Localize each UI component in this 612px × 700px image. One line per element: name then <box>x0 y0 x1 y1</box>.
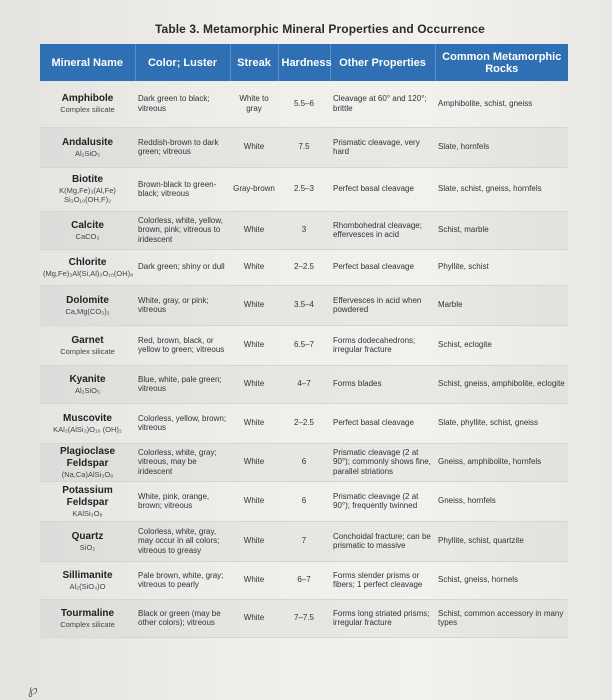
cell-streak: White <box>230 403 278 443</box>
table-row <box>40 403 568 443</box>
cell-streak: White <box>230 561 278 599</box>
mineral-formula: CaCO₃ <box>75 231 100 241</box>
cell-other-properties: Prismatic cleavage, very hard <box>330 127 435 167</box>
cell-mineral <box>40 167 135 211</box>
cell-other-properties: Forms long striated prisms; irregular fracture <box>330 599 435 637</box>
cell-mineral <box>40 325 135 365</box>
cell-common-rocks: Phyllite, schist <box>435 249 568 285</box>
cell-color-luster: White, pink, orange, brown; vitreous <box>135 481 230 521</box>
mineral-name: Amphibole <box>61 93 114 105</box>
cell-hardness: 6 <box>278 481 330 521</box>
header-hardness: Hardness <box>278 44 330 81</box>
cell-hardness: 2–2.5 <box>278 249 330 285</box>
cell-common-rocks: Schist, gneiss, amphibolite, eclogite <box>435 365 568 403</box>
cell-hardness: 6 <box>278 443 330 481</box>
cell-color-luster: Black or green (may be other colors); vitreous <box>135 599 230 637</box>
cell-color-luster: Colorless, white, yellow, brown, pink; vitreous to iridescent <box>135 211 230 249</box>
table-row <box>40 561 568 599</box>
mineral-name: Garnet <box>71 334 104 346</box>
cell-streak: White <box>230 365 278 403</box>
cell-color-luster: Red, brown, black, or yellow to green; vitreous <box>135 325 230 365</box>
cell-hardness: 6.5–7 <box>278 325 330 365</box>
cell-color-luster: Brown-black to green-black; vitreous <box>135 167 230 211</box>
table-row <box>40 443 568 481</box>
cell-color-luster: Dark green to black; vitreous <box>135 81 230 127</box>
table-row <box>40 211 568 249</box>
mineral-name: Sillimanite <box>62 569 113 581</box>
mineral-name: Tourmaline <box>60 607 115 619</box>
cell-streak: White <box>230 127 278 167</box>
cell-hardness: 3.5–4 <box>278 285 330 325</box>
mineral-name: Kyanite <box>69 373 106 385</box>
cell-hardness: 7–7.5 <box>278 599 330 637</box>
mineral-formula: Al₂(SiO₄)O <box>69 581 106 591</box>
cell-mineral <box>40 365 135 403</box>
cell-color-luster: Colorless, white, gray; vitreous, may be iridescent <box>135 443 230 481</box>
cell-streak: White to gray <box>230 81 278 127</box>
cell-other-properties: Effervesces in acid when powdered <box>330 285 435 325</box>
cell-common-rocks: Schist, gneiss, hornels <box>435 561 568 599</box>
cell-other-properties: Perfect basal cleavage <box>330 403 435 443</box>
cell-common-rocks: Phyllite, schist, quartzite <box>435 521 568 561</box>
table-body <box>40 81 568 637</box>
table-row <box>40 365 568 403</box>
cell-streak: White <box>230 481 278 521</box>
mineral-name: Quartz <box>71 530 104 542</box>
cell-other-properties: Rhombohedral cleavage; effervesces in acid <box>330 211 435 249</box>
mineral-formula: (Na,Ca)AlSi₃O₈ <box>61 469 114 479</box>
cell-color-luster: Pale brown, white, gray; vitreous to pearly <box>135 561 230 599</box>
mineral-formula: SiO₂ <box>79 542 96 552</box>
cell-common-rocks: Slate, schist, gneiss, hornfels <box>435 167 568 211</box>
table-row <box>40 599 568 637</box>
mineral-name: Biotite <box>71 174 104 185</box>
header-row <box>40 44 568 81</box>
page-curl-mark: ℘ <box>28 682 38 698</box>
table-row <box>40 81 568 127</box>
cell-other-properties: Forms dodecahedrons; irregular fracture <box>330 325 435 365</box>
cell-streak: White <box>230 325 278 365</box>
cell-streak: White <box>230 285 278 325</box>
cell-color-luster: Dark green; shiny or dull <box>135 249 230 285</box>
cell-other-properties: Cleavage at 60° and 120°; brittle <box>330 81 435 127</box>
mineral-name: Plagioclase Feldspar <box>59 445 116 469</box>
cell-other-properties: Perfect basal cleavage <box>330 167 435 211</box>
cell-mineral <box>40 127 135 167</box>
cell-hardness: 6–7 <box>278 561 330 599</box>
cell-color-luster: Colorless, yellow, brown; vitreous <box>135 403 230 443</box>
cell-mineral <box>40 521 135 561</box>
table-row <box>40 481 568 521</box>
cell-mineral <box>40 403 135 443</box>
cell-hardness: 5.5–6 <box>278 81 330 127</box>
cell-hardness: 3 <box>278 211 330 249</box>
header-streak: Streak <box>230 44 278 81</box>
mineral-name: Andalusite <box>61 136 114 148</box>
header-other-properties: Other Properties <box>330 44 435 81</box>
cell-streak: White <box>230 443 278 481</box>
cell-hardness: 2–2.5 <box>278 403 330 443</box>
mineral-formula: K(Mg,Fe)₃(Al,Fe) Si₃O₁₀(OH,F)₂ <box>59 186 116 204</box>
header-common-rocks: Common Metamorphic Rocks <box>435 44 568 81</box>
table-row <box>40 521 568 561</box>
header-color-luster: Color; Luster <box>135 44 230 81</box>
mineral-name: Dolomite <box>66 294 109 306</box>
mineral-table <box>40 44 568 638</box>
cell-other-properties: Forms slender prisms or fibers; 1 perfect cleavage <box>330 561 435 599</box>
cell-mineral <box>40 81 135 127</box>
mineral-name: Chlorite <box>68 256 107 268</box>
table-row <box>40 167 568 211</box>
cell-streak: White <box>230 211 278 249</box>
cell-hardness: 7.5 <box>278 127 330 167</box>
mineral-name: Potassium Feldspar <box>62 484 113 508</box>
mineral-formula: KAl₂(AlSi₃)O₁₀ (OH)₂ <box>53 424 122 434</box>
table-title: Table 3. Metamorphic Mineral Properties and Occurrence <box>155 22 485 36</box>
mineral-formula: Complex silicate <box>60 105 115 115</box>
cell-mineral <box>40 211 135 249</box>
mineral-formula: KAlSi₃O₈ <box>72 508 103 518</box>
cell-color-luster: Colorless, white, gray, may occur in all colors; vitreous to greasy <box>135 521 230 561</box>
cell-color-luster: White, gray, or pink; vitreous <box>135 285 230 325</box>
header-mineral-name: Mineral Name <box>40 44 135 81</box>
cell-color-luster: Reddish-brown to dark green; vitreous <box>135 127 230 167</box>
mineral-formula: (Mg,Fe)₃Al(Si,Al)₃O₁₀(OH)₈ <box>43 268 134 278</box>
mineral-name: Muscovite <box>63 412 112 424</box>
cell-streak: White <box>230 599 278 637</box>
cell-streak: White <box>230 521 278 561</box>
mineral-formula: Al₂SiO₅ <box>74 148 101 158</box>
cell-mineral <box>40 481 135 521</box>
cell-mineral <box>40 285 135 325</box>
cell-common-rocks: Schist, common accessory in many types <box>435 599 568 637</box>
cell-hardness: 7 <box>278 521 330 561</box>
table-row <box>40 249 568 285</box>
cell-common-rocks: Schist, eclogite <box>435 325 568 365</box>
cell-mineral <box>40 599 135 637</box>
mineral-formula: Complex silicate <box>60 619 115 629</box>
cell-common-rocks: Slate, hornfels <box>435 127 568 167</box>
cell-streak: White <box>230 249 278 285</box>
mineral-formula: Al₂SiO₅ <box>74 385 101 395</box>
cell-other-properties: Perfect basal cleavage <box>330 249 435 285</box>
cell-other-properties: Forms blades <box>330 365 435 403</box>
cell-common-rocks: Slate, phyllite, schist, gneiss <box>435 403 568 443</box>
cell-streak: Gray-brown <box>230 167 278 211</box>
mineral-formula: Ca,Mg(CO₃)₂ <box>65 306 110 316</box>
table-row <box>40 285 568 325</box>
cell-hardness: 2.5–3 <box>278 167 330 211</box>
cell-common-rocks: Amphibolite, schist, gneiss <box>435 81 568 127</box>
mineral-name: Calcite <box>71 219 104 231</box>
cell-common-rocks: Marble <box>435 285 568 325</box>
cell-other-properties: Prismatic cleavage (2 at 90°); commonly shows fine, parallel striations <box>330 443 435 481</box>
mineral-formula: Complex silicate <box>60 346 115 356</box>
cell-hardness: 4–7 <box>278 365 330 403</box>
cell-color-luster: Blue, white, pale green; vitreous <box>135 365 230 403</box>
table-row <box>40 127 568 167</box>
cell-common-rocks: Schist, marble <box>435 211 568 249</box>
cell-other-properties: Conchoidal fracture; can be prismatic to massive <box>330 521 435 561</box>
cell-common-rocks: Gneiss, amphibolite, hornfels <box>435 443 568 481</box>
cell-mineral <box>40 561 135 599</box>
table-row <box>40 325 568 365</box>
cell-mineral <box>40 443 135 481</box>
cell-other-properties: Prismatic cleavage (2 at 90°); frequently twinned <box>330 481 435 521</box>
cell-mineral <box>40 249 135 285</box>
cell-common-rocks: Gneiss, hornfels <box>435 481 568 521</box>
